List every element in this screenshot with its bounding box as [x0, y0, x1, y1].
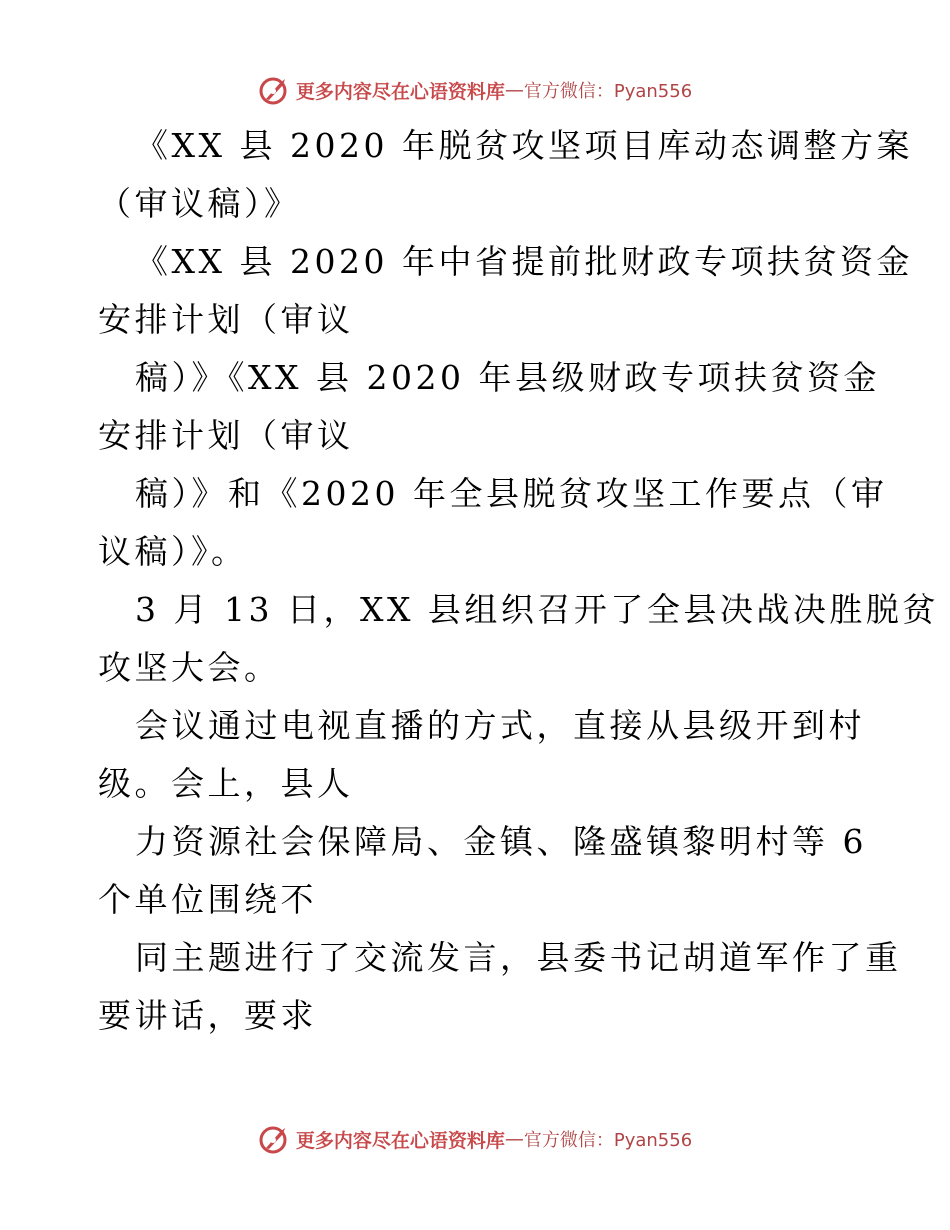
- header-watermark: [0, 70, 950, 110]
- watermark-wechat-text: 官方微信：Pyan556: [523, 1130, 693, 1151]
- watermark-main-text: 更多内容尽在心语资料库: [295, 1129, 505, 1152]
- body-line: 稿）》《XX 县 2020 年县级财政专项扶贫资金: [135, 358, 880, 397]
- body-line: 安排计划（审议: [98, 300, 354, 339]
- pen-logo-icon: [258, 73, 292, 107]
- body-line: 同主题进行了交流发言，县委书记胡道军作了重: [135, 938, 902, 977]
- watermark-wechat-text: 官方微信：Pyan556: [523, 81, 693, 102]
- body-line: （审议稿）》: [98, 184, 301, 223]
- body-line: 《XX 县 2020 年脱贫攻坚项目库动态调整方案: [135, 126, 913, 165]
- watermark-dash: —: [504, 79, 524, 101]
- body-line: 稿）》和《2020 年全县脱贫攻坚工作要点（审: [135, 474, 888, 513]
- body-line: 《XX 县 2020 年中省提前批财政专项扶贫资金: [135, 242, 913, 281]
- body-line: 安排计划（审议: [98, 416, 354, 455]
- body-line: 要讲话，要求: [98, 996, 317, 1035]
- body-line: 会议通过电视直播的方式，直接从县级开到村: [135, 706, 865, 745]
- pen-logo-icon: [258, 1122, 292, 1156]
- body-line: 议稿）》。: [98, 532, 248, 571]
- body-line: 个单位围绕不: [98, 880, 317, 919]
- watermark-main-text: 更多内容尽在心语资料库: [295, 80, 505, 103]
- footer-watermark: [0, 1119, 950, 1159]
- body-line: 力资源社会保障局、金镇、隆盛镇黎明村等 6: [135, 822, 867, 861]
- body-line: 攻坚大会。: [98, 648, 281, 687]
- watermark-dash: —: [504, 1128, 524, 1150]
- body-line: 级。会上，县人: [98, 764, 354, 803]
- body-line: 3 月 13 日，XX 县组织召开了全县决战决胜脱贫: [135, 590, 939, 629]
